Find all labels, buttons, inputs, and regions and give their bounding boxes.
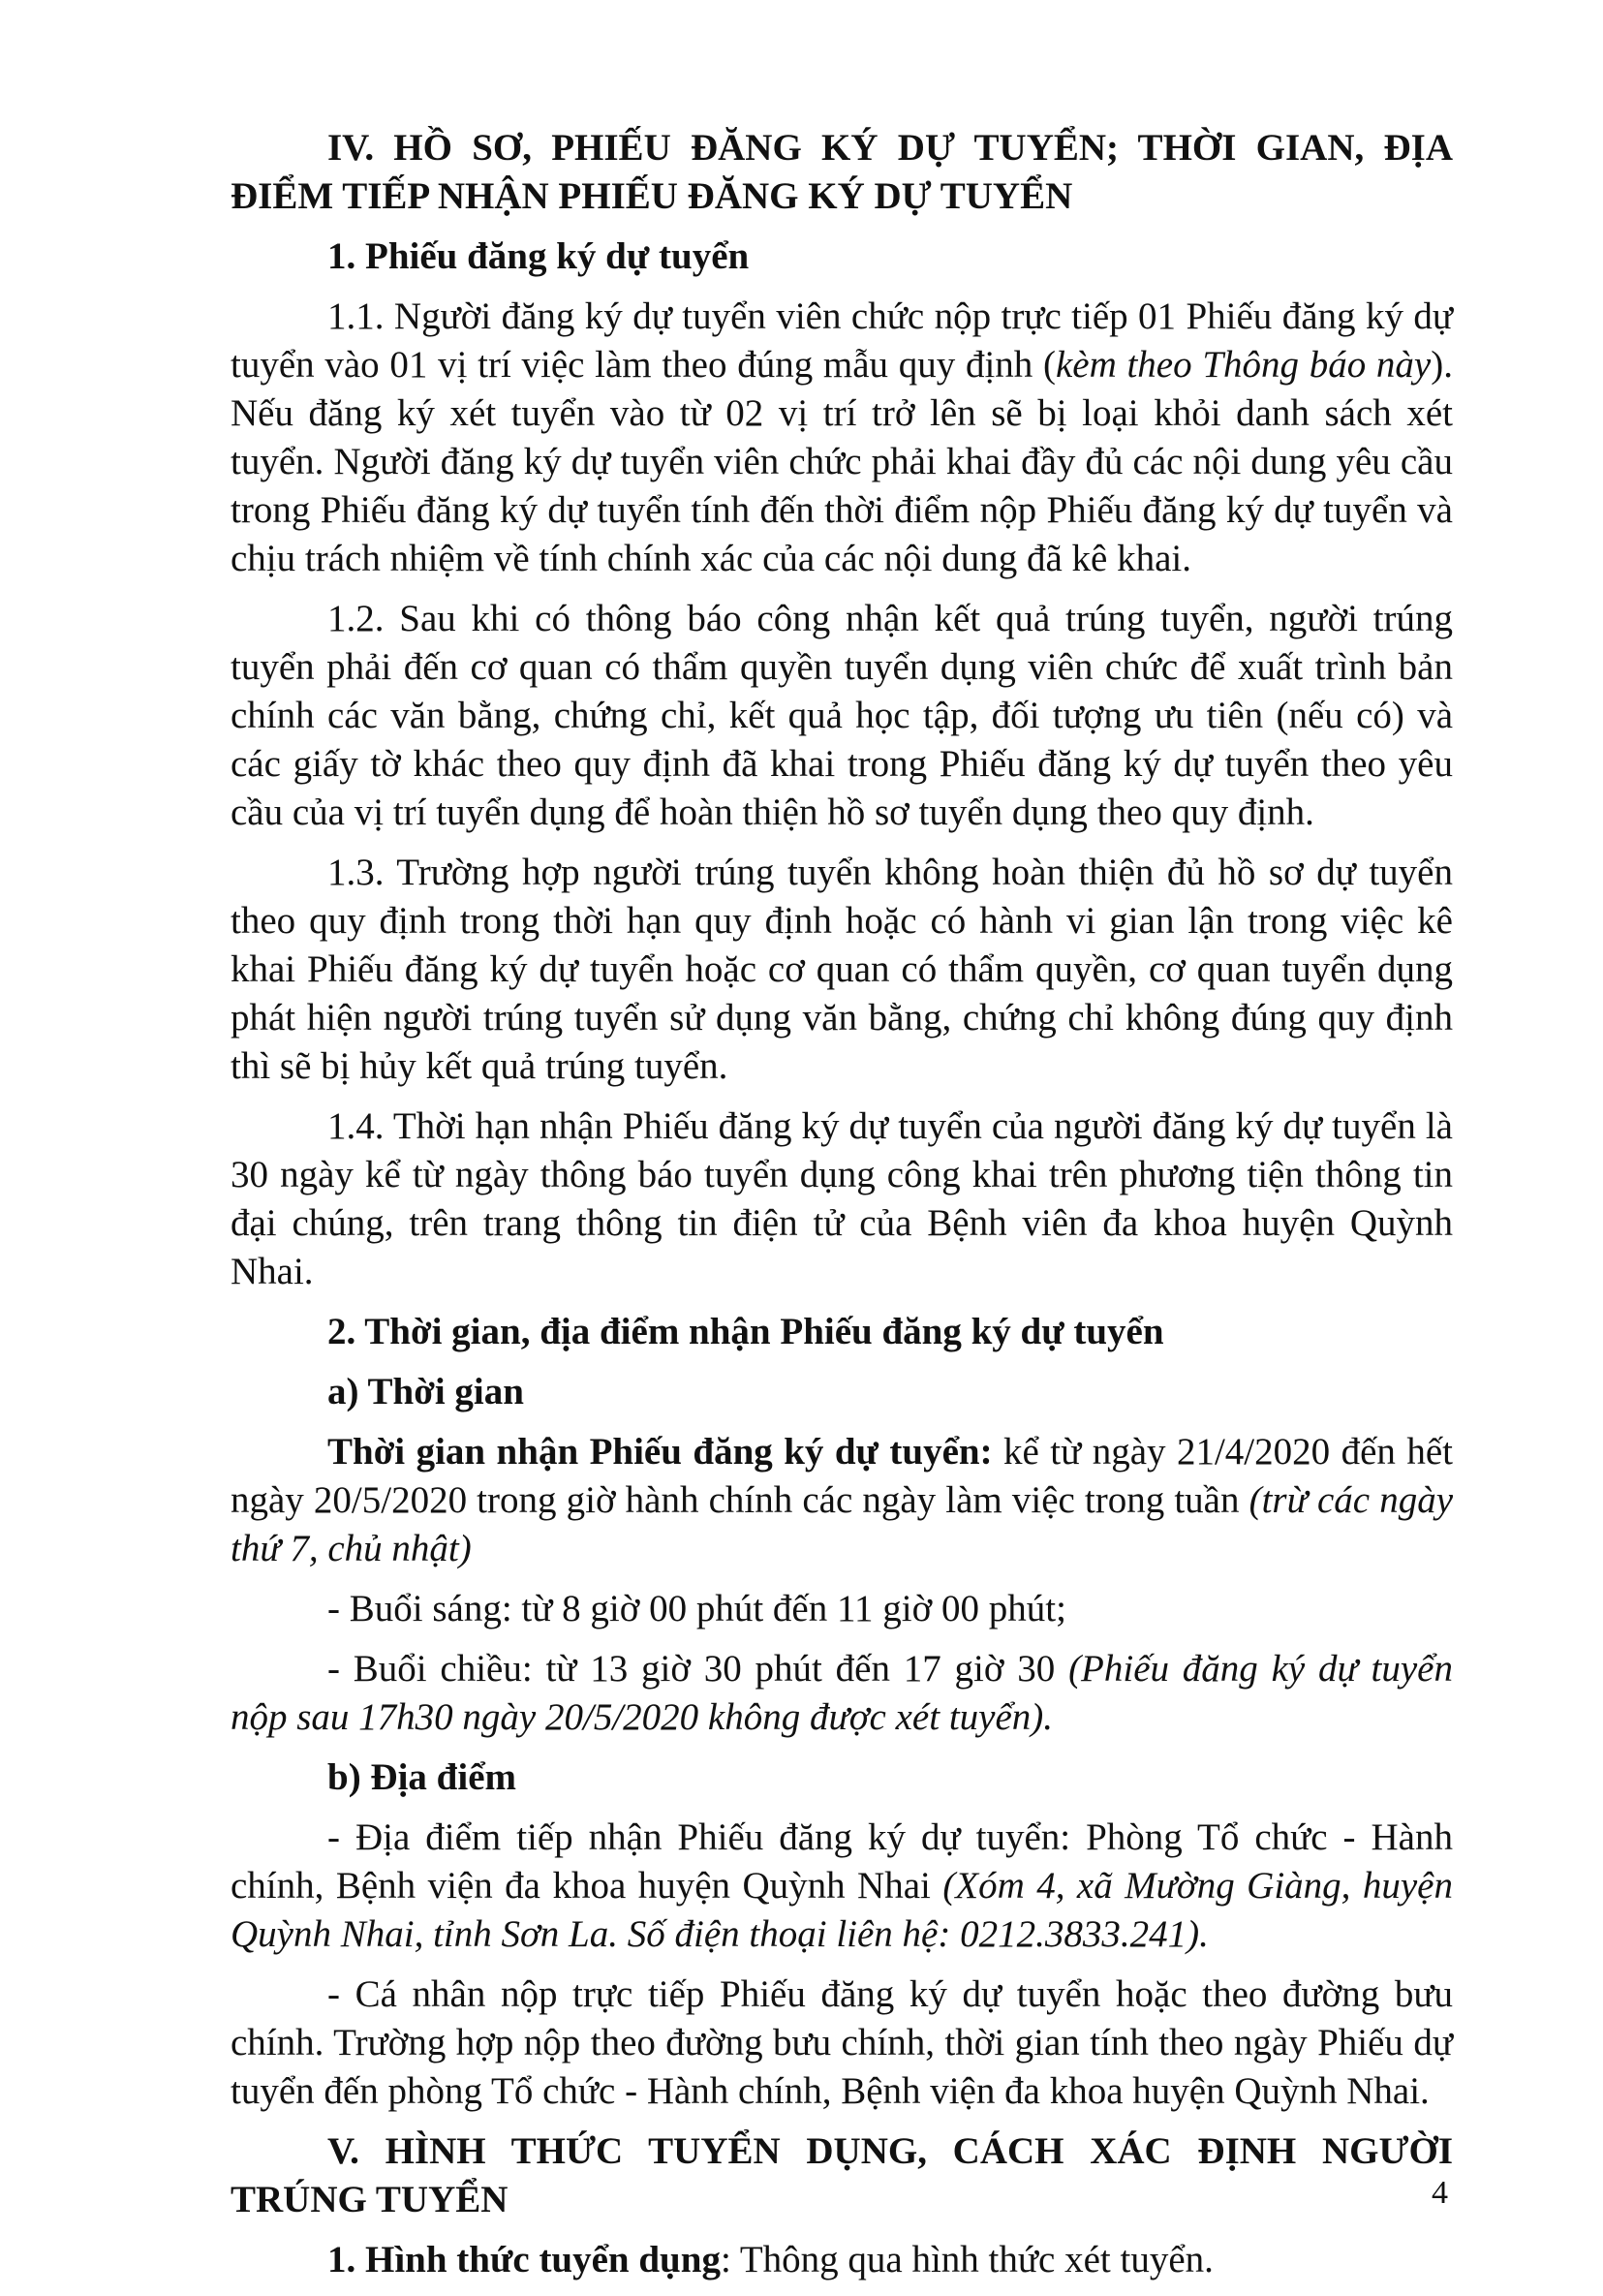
- paragraph-1-1: [231, 293, 1453, 583]
- time-heading: a) Thời gian: [327, 1371, 524, 1412]
- paragraph-1-1-text-a: 1.1. Người đăng ký dự tuyển viên chức nộp trực tiếp 01 Phiếu đăng ký dự tuyển vào 01 vị trí việc làm theo đúng mẫu quy định (: [231, 295, 1453, 386]
- time-exclusion: (trừ các ngày thứ 7, chủ nhật): [231, 1479, 1453, 1569]
- place-paragraph: [231, 1814, 1453, 1959]
- submission-paragraph: - Cá nhân nộp trực tiếp Phiếu đăng ký dự tuyển hoặc theo đường bưu chính. Trường hợp nộp theo đường bưu chính, thời gian tính theo ngày Phiếu dự tuyển đến phòng Tổ chức - Hành chính, Bệnh viện đa khoa huyện Quỳnh Nhai.: [231, 1973, 1453, 2112]
- place-text: - Địa điểm tiếp nhận Phiếu đăng ký dự tuyển: Phòng Tổ chức - Hành chính, Bệnh viện đa khoa huyện Quỳnh Nhai: [231, 1816, 1453, 1907]
- paragraph-1-3: 1.3. Trường hợp người trúng tuyển không hoàn thiện đủ hồ sơ dự tuyển theo quy định trong thời hạn quy định hoặc có hành vi gian lận trong việc kê khai Phiếu đăng ký dự tuyển hoặc cơ quan có thẩm quyền, cơ quan tuyển dụng phát hiện người trúng tuyển sử dụng văn bằng, chứng chỉ không đúng quy định thì sẽ bị hủy kết quả trúng tuyển.: [231, 852, 1453, 1087]
- document-page: [231, 124, 1453, 2296]
- recruitment-form-label: 1. Hình thức tuyển dụng: [327, 2239, 721, 2280]
- time-label: Thời gian nhận Phiếu đăng ký dự tuyển:: [327, 1431, 993, 1473]
- paragraph-1-1-italic: kèm theo Thông báo này: [1055, 344, 1432, 386]
- time-paragraph: [231, 1428, 1453, 1573]
- subsection-2-heading: 2. Thời gian, địa điểm nhận Phiếu đăng ký dự tuyển: [327, 1311, 1164, 1352]
- afternoon-note: (Phiếu đăng ký dự tuyển nộp sau 17h30 ngày 20/5/2020 không được xét tuyển).: [231, 1648, 1453, 1738]
- place-heading: b) Địa điểm: [327, 1756, 516, 1798]
- paragraph-1-2: 1.2. Sau khi có thông báo công nhận kết quả trúng tuyển, người trúng tuyển phải đến cơ quan có thẩm quyền tuyển dụng viên chức để xuất trình bản chính các văn bằng, chứng chỉ, kết quả học tập, đối tượng ưu tiên (nếu có) và các giấy tờ khác theo quy định đã khai trong Phiếu đăng ký dự tuyển theo yêu cầu của vị trí tuyển dụng để hoàn thiện hồ sơ tuyển dụng theo quy định.: [231, 598, 1453, 833]
- subsection-1-heading: 1. Phiếu đăng ký dự tuyển: [327, 235, 750, 277]
- recruitment-form-text: : Thông qua hình thức xét tuyển.: [720, 2239, 1214, 2280]
- afternoon-hours: [231, 1645, 1453, 1742]
- time-text: kể từ ngày 21/4/2020 đến hết ngày 20/5/2020 trong giờ hành chính các ngày làm việc trong tuần: [231, 1431, 1453, 1521]
- place-address: (Xóm 4, xã Mường Giàng, huyện Quỳnh Nhai, tỉnh Sơn La. Số điện thoại liên hệ: 0212.3833.241).: [231, 1865, 1453, 1955]
- paragraph-1-4: 1.4. Thời hạn nhận Phiếu đăng ký dự tuyển của người đăng ký dự tuyển là 30 ngày kể từ ngày thông báo tuyển dụng công khai trên phương tiện thông tin đại chúng, trên trang thông tin điện tử của Bệnh viên đa khoa huyện Quỳnh Nhai.: [231, 1105, 1453, 1292]
- section-v-heading: V. HÌNH THỨC TUYỂN DỤNG, CÁCH XÁC ĐỊNH NGƯỜI TRÚNG TUYỂN: [231, 2130, 1453, 2220]
- page-number: 4: [1432, 2175, 1448, 2211]
- paragraph-1-1-text-b: ). Nếu đăng ký xét tuyển vào từ 02 vị trí trở lên sẽ bị loại khỏi danh sách xét tuyển. Người đăng ký dự tuyển viên chức phải khai đầy đủ các nội dung yêu cầu trong Phiếu đăng ký dự tuyển tính đến thời điểm nộp Phiếu đăng ký dự tuyển và chịu trách nhiệm về tính chính xác của các nội dung đã kê khai.: [231, 344, 1453, 579]
- afternoon-text: - Buổi chiều: từ 13 giờ 30 phút đến 17 giờ 30: [327, 1648, 1069, 1690]
- section-iv-heading: IV. HỒ SƠ, PHIẾU ĐĂNG KÝ DỰ TUYỂN; THỜI GIAN, ĐỊA ĐIỂM TIẾP NHẬN PHIẾU ĐĂNG KÝ DỰ TUYỂN: [231, 127, 1453, 217]
- recruitment-form: [231, 2236, 1453, 2284]
- morning-hours: - Buổi sáng: từ 8 giờ 00 phút đến 11 giờ 00 phút;: [327, 1588, 1066, 1629]
